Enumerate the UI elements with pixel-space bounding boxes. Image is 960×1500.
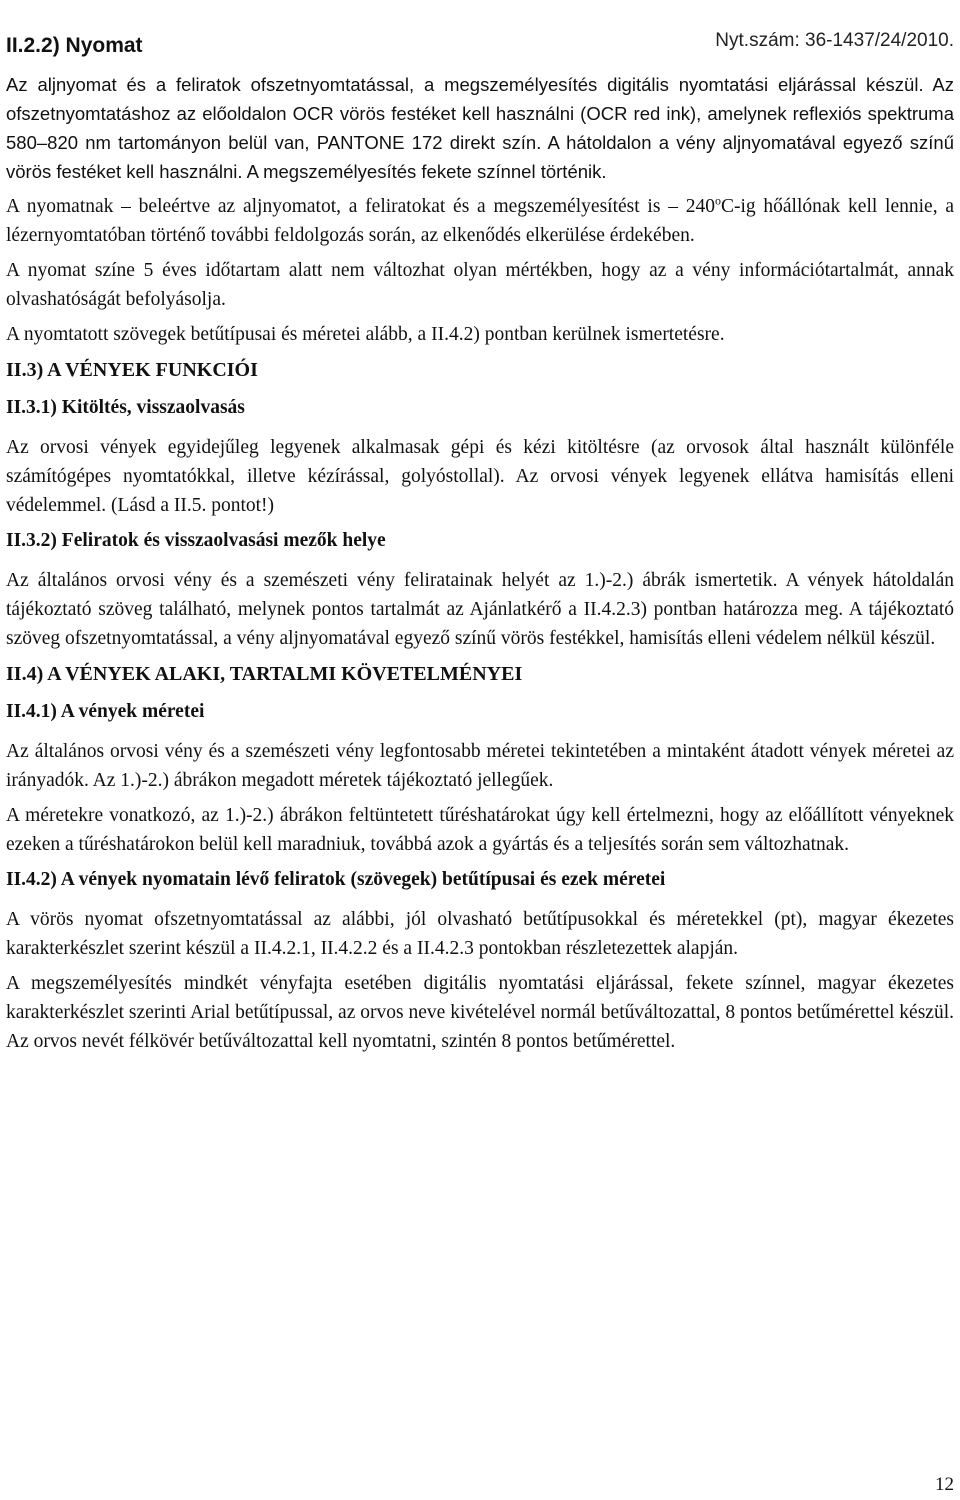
paragraph-labels: Az általános orvosi vény és a szemészeti vény feliratainak helyét az 1.)-2.) ábrák ismertetik. A vények hátoldalán tájékoztató szöveg található, melynek pontos tartalmát az Ajánlatkérő a II.4.2.3) pontban határozza meg. A tájékoztató szöveg ofszetnyomtatással, a vény aljnyomatával egyező színű vörös festékkel, hamisítás elleni védelem nélkül készül.	[6, 570, 954, 649]
paragraph-heat-resistance	[6, 192, 954, 250]
paragraph-filling: Az orvosi vények egyidejűleg legyenek alkalmasak gépi és kézi kitöltésre (az orvosok által használt különféle számítógépes nyomtatókkal, illetve kézírással, golyóstollal). Az orvosi vények legyenek ellátva hamisítás elleni védelemmel. (Lásd a II.5. pontot!)	[6, 437, 954, 516]
heading-ii4-requirements: II.4) A VÉNYEK ALAKI, TARTALMI KÖVETELMÉNYEI	[6, 663, 523, 685]
degree-superscript: o	[714, 193, 721, 208]
heading-ii31-filling: II.3.1) Kitöltés, visszaolvasás	[6, 397, 245, 418]
paragraph-tolerances: A méretekre vonatkozó, az 1.)-2.) ábrákon feltüntetett tűréshatárokat úgy kell értelmezni, hogy az előállított vényeknek ezeken a tűréshatárokon belül kell maradniuk, továbbá azok a gyártás és a teljesítés során sem változhatnak.	[6, 805, 954, 855]
paragraph-red-print: A vörös nyomat ofszetnyomtatással az alábbi, jól olvasható betűtípusokkal és méretekkel (pt), magyar ékezetes karakterkészlet szerint készül a II.4.2.1, II.4.2.2 és a II.4.2.3 pontokban részletezettek alapján.	[6, 909, 954, 959]
paragraph-color-durability: A nyomat színe 5 éves időtartam alatt nem változhat olyan mértékben, hogy az a vény információtartalmát, annak olvashatóságát befolyásolja.	[6, 260, 954, 310]
paragraph-font-reference: A nyomtatott szövegek betűtípusai és méretei alább, a II.4.2) pontban kerülnek ismertetésre.	[6, 324, 725, 345]
heat-resistance-text-before: A nyomatnak – beleértve az aljnyomatot, a feliratokat és a megszemélyesítést is – 240	[6, 196, 715, 217]
paragraph-printing-method: Az aljnyomat és a feliratok ofszetnyomtatással, a megszemélyesítés digitális nyomtatási eljárással készül. Az ofszetnyomtatáshoz az előoldalon OCR vörös festéket kell használni (OCR red ink), amelynek reflexiós spektruma 580–820 nm tartományon belül van, PANTONE 172 direkt szín. A hátoldalon a vény aljnyomatával egyező színű vörös festéket kell használni. A megszemélyesítés fekete színnel történik.	[6, 74, 954, 182]
heading-ii32-labels: II.3.2) Feliratok és visszaolvasási mezők helye	[6, 530, 386, 551]
page-header	[6, 30, 954, 60]
heading-ii42-fonts: II.4.2) A vények nyomatain lévő feliratok (szövegek) betűtípusai és ezek méretei	[6, 869, 666, 890]
paragraph-personalization: A megszemélyesítés mindkét vényfajta esetében digitális nyomtatási eljárással, fekete színnel, magyar ékezetes karakterkészlet szerinti Arial betűtípussal, az orvos neve kivételével normál betűváltozattal, 8 pontos betűmérettel készül. Az orvos nevét félkövér betűváltozattal kell nyomtatni, szintén 8 pontos betűmérettel.	[6, 973, 954, 1052]
document-body	[6, 70, 954, 1062]
paragraph-sizes: Az általános orvosi vény és a szemészeti vény legfontosabb méretei tekintetében a mintaként átadott vények méretei az irányadók. Az 1.)-2.) ábrákon megadott méretek tájékoztató jellegűek.	[6, 741, 954, 791]
heading-ii41-sizes: II.4.1) A vények méretei	[6, 701, 205, 722]
document-number: Nyt.szám: 36-1437/24/2010.	[715, 30, 954, 51]
heading-ii3-functions: II.3) A VÉNYEK FUNKCIÓI	[6, 359, 258, 381]
heat-resistance-text-after: C-ig hőállónak kell lennie, a lézernyomtatóban történő további feldolgozás során, az elkenődés elkerülése érdekében.	[6, 196, 954, 246]
page-number: 12	[935, 1474, 954, 1495]
section-heading-nyomat: II.2.2) Nyomat	[6, 34, 143, 57]
